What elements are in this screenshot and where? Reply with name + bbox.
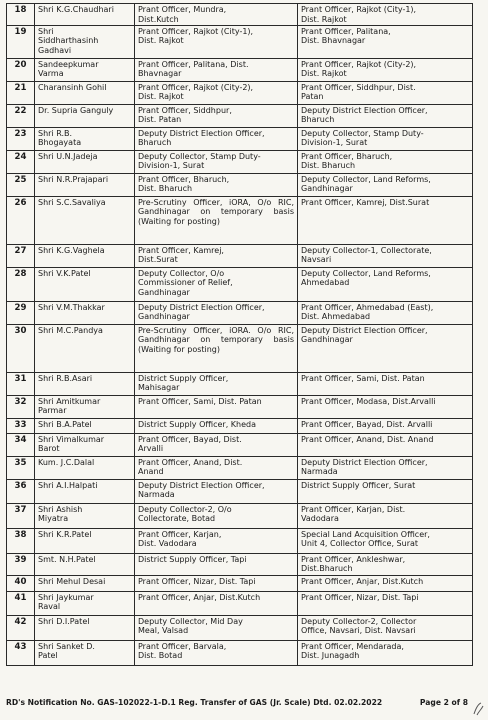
officer-name-cell: Shri K.R.Patel bbox=[35, 528, 135, 553]
current-posting-cell: District Supply Officer, Kheda bbox=[135, 418, 298, 433]
officer-name-cell: Smt. N.H.Patel bbox=[35, 553, 135, 575]
officer-name-cell: Shri R.B.Asari bbox=[35, 372, 135, 395]
current-posting-cell: Prant Officer, Rajkot (City-2), Dist. Rajkot bbox=[135, 81, 298, 104]
current-posting-cell: Pre-Scrutiny Officer, iORA. O/o RIC, Gandhinagar on temporary basis (Waiting for posting) bbox=[135, 324, 298, 372]
new-posting-cell: Deputy Collector, Stamp Duty- Division-1, Surat bbox=[298, 127, 473, 150]
serial-number-cell: 18 bbox=[7, 4, 35, 26]
new-posting-cell: Deputy Collector, Land Reforms, Ahmedabad bbox=[298, 267, 473, 301]
table-row bbox=[7, 25, 473, 58]
table-row bbox=[7, 324, 473, 372]
current-posting-cell: Prant Officer, Karjan, Dist. Vadodara bbox=[135, 528, 298, 553]
new-posting-cell: Prant Officer, Mendarada, Dist. Junagadh bbox=[298, 640, 473, 665]
transfer-table-container bbox=[6, 3, 472, 666]
new-posting-cell: Prant Officer, Modasa, Dist.Arvalli bbox=[298, 395, 473, 418]
serial-number-cell: 41 bbox=[7, 591, 35, 615]
notification-reference: RD's Notification No. GAS-102022-1-D.1 Reg. Transfer of GAS (Jr. Scale) Dtd. 02.02.2022 bbox=[6, 698, 383, 707]
serial-number-cell: 38 bbox=[7, 528, 35, 553]
officer-name-cell: Shri V.K.Patel bbox=[35, 267, 135, 301]
transfer-table bbox=[6, 3, 473, 666]
current-posting-cell: Prant Officer, Rajkot (City-1), Dist. Rajkot bbox=[135, 25, 298, 58]
serial-number-cell: 31 bbox=[7, 372, 35, 395]
table-row bbox=[7, 640, 473, 665]
officer-name-cell: Shri M.C.Pandya bbox=[35, 324, 135, 372]
officer-name-cell: Shri S.C.Savaliya bbox=[35, 196, 135, 244]
serial-number-cell: 30 bbox=[7, 324, 35, 372]
serial-number-cell: 21 bbox=[7, 81, 35, 104]
officer-name-cell: Shri R.B. Bhogayata bbox=[35, 127, 135, 150]
new-posting-cell: Prant Officer, Ankleshwar, Dist.Bharuch bbox=[298, 553, 473, 575]
officer-name-cell: Shri Siddharthasinh Gadhavi bbox=[35, 25, 135, 58]
table-row bbox=[7, 528, 473, 553]
current-posting-cell: Deputy District Election Officer, Bharuch bbox=[135, 127, 298, 150]
new-posting-cell: Prant Officer, Kamrej, Dist.Surat bbox=[298, 196, 473, 244]
serial-number-cell: 24 bbox=[7, 150, 35, 173]
officer-name-cell: Shri K.G.Vaghela bbox=[35, 244, 135, 267]
new-posting-cell: Prant Officer, Sami, Dist. Patan bbox=[298, 372, 473, 395]
new-posting-cell: Prant Officer, Anand, Dist. Anand bbox=[298, 433, 473, 456]
signature-mark-icon bbox=[472, 702, 484, 716]
serial-number-cell: 27 bbox=[7, 244, 35, 267]
new-posting-cell: Deputy District Election Officer, Gandhinagar bbox=[298, 324, 473, 372]
table-row bbox=[7, 301, 473, 324]
current-posting-cell: Deputy Collector, Stamp Duty- Division-1, Surat bbox=[135, 150, 298, 173]
new-posting-cell: Prant Officer, Rajkot (City-2), Dist. Rajkot bbox=[298, 58, 473, 81]
current-posting-cell: Deputy District Election Officer, Gandhinagar bbox=[135, 301, 298, 324]
serial-number-cell: 22 bbox=[7, 104, 35, 127]
officer-name-cell: Shri U.N.Jadeja bbox=[35, 150, 135, 173]
page-footer bbox=[6, 698, 468, 707]
table-row bbox=[7, 575, 473, 591]
table-row bbox=[7, 456, 473, 479]
officer-name-cell: Sandeepkumar Varma bbox=[35, 58, 135, 81]
serial-number-cell: 35 bbox=[7, 456, 35, 479]
officer-name-cell: Shri A.I.Halpati bbox=[35, 479, 135, 503]
serial-number-cell: 40 bbox=[7, 575, 35, 591]
table-row bbox=[7, 615, 473, 640]
new-posting-cell: Prant Officer, Bharuch, Dist. Bharuch bbox=[298, 150, 473, 173]
serial-number-cell: 25 bbox=[7, 173, 35, 196]
officer-name-cell: Shri K.G.Chaudhari bbox=[35, 4, 135, 26]
current-posting-cell: Prant Officer, Nizar, Dist. Tapi bbox=[135, 575, 298, 591]
current-posting-cell: Prant Officer, Bharuch, Dist. Bharuch bbox=[135, 173, 298, 196]
current-posting-cell: Pre-Scrutiny Officer, iORA, O/o RIC, Gandhinagar on temporary basis (Waiting for posting) bbox=[135, 196, 298, 244]
table-row bbox=[7, 127, 473, 150]
new-posting-cell: Prant Officer, Ahmedabad (East), Dist. Ahmedabad bbox=[298, 301, 473, 324]
serial-number-cell: 19 bbox=[7, 25, 35, 58]
new-posting-cell: Prant Officer, Siddhpur, Dist. Patan bbox=[298, 81, 473, 104]
table-row bbox=[7, 104, 473, 127]
new-posting-cell: Prant Officer, Rajkot (City-1), Dist. Rajkot bbox=[298, 4, 473, 26]
table-row bbox=[7, 591, 473, 615]
table-row bbox=[7, 267, 473, 301]
current-posting-cell: Prant Officer, Anjar, Dist.Kutch bbox=[135, 591, 298, 615]
officer-name-cell: Charansinh Gohil bbox=[35, 81, 135, 104]
current-posting-cell: Prant Officer, Bayad, Dist. Arvalli bbox=[135, 433, 298, 456]
officer-name-cell: Kum. J.C.Dalal bbox=[35, 456, 135, 479]
current-posting-cell: District Supply Officer, Mahisagar bbox=[135, 372, 298, 395]
serial-number-cell: 39 bbox=[7, 553, 35, 575]
officer-name-cell: Shri Ashish Miyatra bbox=[35, 503, 135, 528]
serial-number-cell: 34 bbox=[7, 433, 35, 456]
new-posting-cell: Prant Officer, Nizar, Dist. Tapi bbox=[298, 591, 473, 615]
officer-name-cell: Shri B.A.Patel bbox=[35, 418, 135, 433]
new-posting-cell: Special Land Acquisition Officer, Unit 4, Collector Office, Surat bbox=[298, 528, 473, 553]
officer-name-cell: Shri Jaykumar Raval bbox=[35, 591, 135, 615]
table-row bbox=[7, 479, 473, 503]
officer-name-cell: Shri Amitkumar Parmar bbox=[35, 395, 135, 418]
current-posting-cell: Deputy Collector-2, O/o Collectorate, Botad bbox=[135, 503, 298, 528]
new-posting-cell: Prant Officer, Anjar, Dist.Kutch bbox=[298, 575, 473, 591]
serial-number-cell: 29 bbox=[7, 301, 35, 324]
current-posting-cell: Deputy Collector, Mid Day Meal, Valsad bbox=[135, 615, 298, 640]
current-posting-cell: Prant Officer, Anand, Dist. Anand bbox=[135, 456, 298, 479]
officer-name-cell: Shri Vimalkumar Barot bbox=[35, 433, 135, 456]
serial-number-cell: 33 bbox=[7, 418, 35, 433]
officer-name-cell: Shri V.M.Thakkar bbox=[35, 301, 135, 324]
new-posting-cell: Deputy District Election Officer, Bharuch bbox=[298, 104, 473, 127]
serial-number-cell: 43 bbox=[7, 640, 35, 665]
serial-number-cell: 36 bbox=[7, 479, 35, 503]
current-posting-cell: Prant Officer, Sami, Dist. Patan bbox=[135, 395, 298, 418]
current-posting-cell: Prant Officer, Palitana, Dist. Bhavnagar bbox=[135, 58, 298, 81]
table-row bbox=[7, 553, 473, 575]
serial-number-cell: 28 bbox=[7, 267, 35, 301]
officer-name-cell: Shri D.I.Patel bbox=[35, 615, 135, 640]
page-number: Page 2 of 8 bbox=[419, 698, 468, 707]
current-posting-cell: Deputy District Election Officer, Narmada bbox=[135, 479, 298, 503]
officer-name-cell: Dr. Supria Ganguly bbox=[35, 104, 135, 127]
table-row bbox=[7, 433, 473, 456]
transfer-table-body bbox=[7, 4, 473, 666]
serial-number-cell: 23 bbox=[7, 127, 35, 150]
officer-name-cell: Shri N.R.Prajapari bbox=[35, 173, 135, 196]
new-posting-cell: Prant Officer, Karjan, Dist. Vadodara bbox=[298, 503, 473, 528]
table-row bbox=[7, 395, 473, 418]
new-posting-cell: Deputy District Election Officer, Narmada bbox=[298, 456, 473, 479]
current-posting-cell: Prant Officer, Kamrej, Dist.Surat bbox=[135, 244, 298, 267]
current-posting-cell: District Supply Officer, Tapi bbox=[135, 553, 298, 575]
new-posting-cell: Prant Officer, Palitana, Dist. Bhavnagar bbox=[298, 25, 473, 58]
new-posting-cell: Deputy Collector-1, Collectorate, Navsari bbox=[298, 244, 473, 267]
table-row bbox=[7, 4, 473, 26]
new-posting-cell: Deputy Collector-2, Collector Office, Navsari, Dist. Navsari bbox=[298, 615, 473, 640]
officer-name-cell: Shri Mehul Desai bbox=[35, 575, 135, 591]
table-row bbox=[7, 196, 473, 244]
serial-number-cell: 20 bbox=[7, 58, 35, 81]
serial-number-cell: 32 bbox=[7, 395, 35, 418]
current-posting-cell: Prant Officer, Barvala, Dist. Botad bbox=[135, 640, 298, 665]
serial-number-cell: 37 bbox=[7, 503, 35, 528]
new-posting-cell: District Supply Officer, Surat bbox=[298, 479, 473, 503]
new-posting-cell: Deputy Collector, Land Reforms, Gandhinagar bbox=[298, 173, 473, 196]
table-row bbox=[7, 173, 473, 196]
current-posting-cell: Deputy Collector, O/o Commissioner of Relief, Gandhinagar bbox=[135, 267, 298, 301]
current-posting-cell: Prant Officer, Siddhpur, Dist. Patan bbox=[135, 104, 298, 127]
serial-number-cell: 42 bbox=[7, 615, 35, 640]
serial-number-cell: 26 bbox=[7, 196, 35, 244]
table-row bbox=[7, 418, 473, 433]
table-row bbox=[7, 503, 473, 528]
current-posting-cell: Prant Officer, Mundra, Dist.Kutch bbox=[135, 4, 298, 26]
officer-name-cell: Shri Sanket D. Patel bbox=[35, 640, 135, 665]
table-row bbox=[7, 372, 473, 395]
table-row bbox=[7, 58, 473, 81]
table-row bbox=[7, 150, 473, 173]
table-row bbox=[7, 244, 473, 267]
new-posting-cell: Prant Officer, Bayad, Dist. Arvalli bbox=[298, 418, 473, 433]
table-row bbox=[7, 81, 473, 104]
